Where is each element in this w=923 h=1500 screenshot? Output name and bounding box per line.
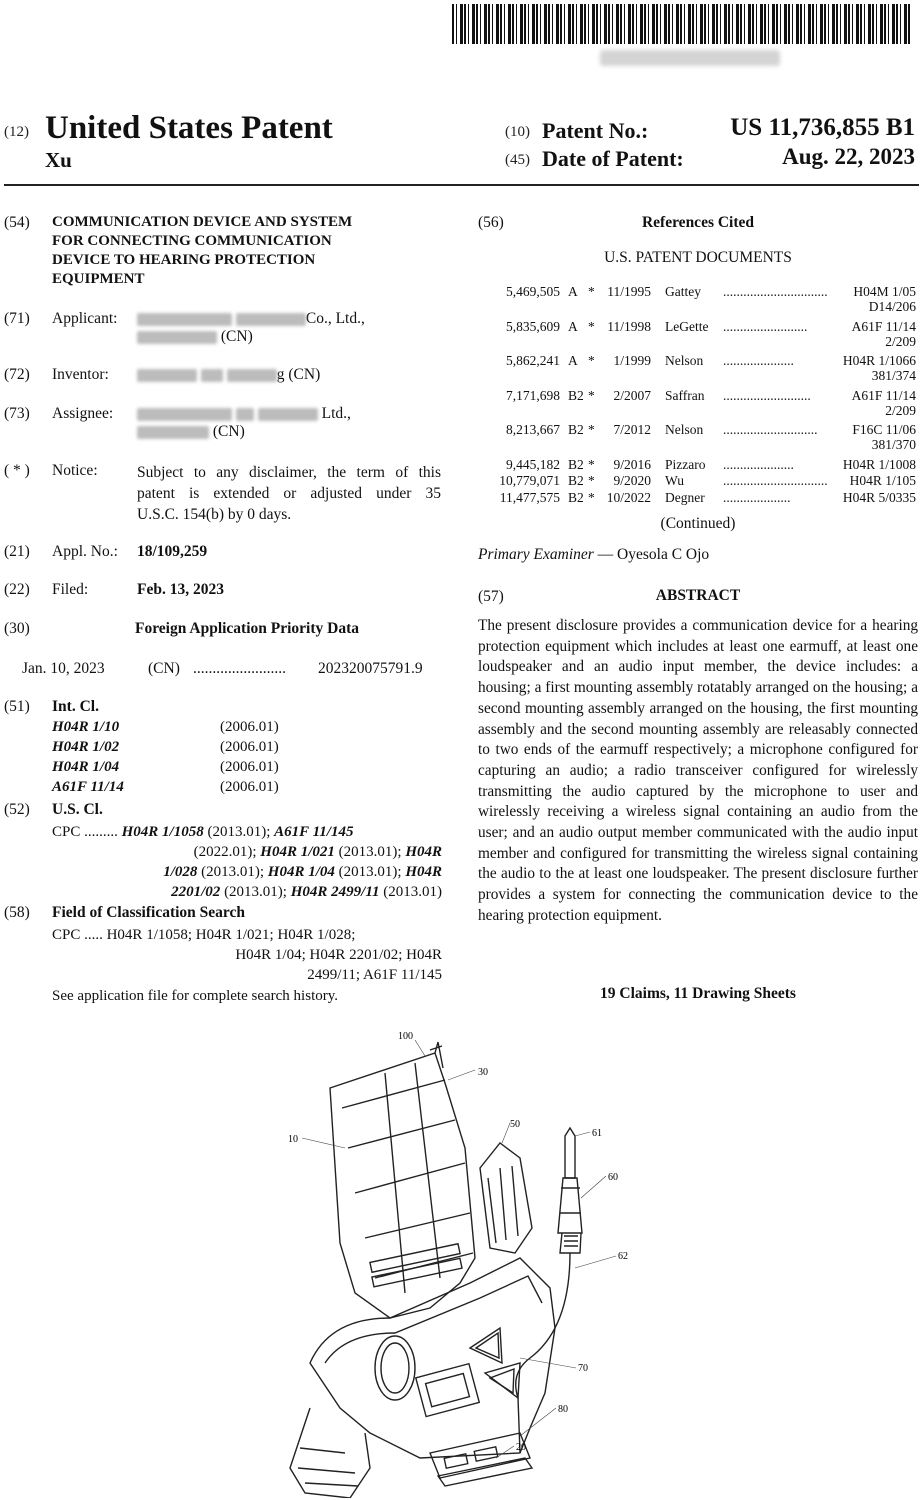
ref-label-80: 80: [558, 1404, 568, 1415]
field-search-text: CPC ..... H04R 1/1058; H04R 1/021; H04R 1/028; H04R 1/04; H04R 2201/02; H04R 2499/11; A61F 11/145 See application file for complete search history.: [52, 927, 442, 1004]
cable: [516, 1253, 570, 1453]
ref-dots: .....................: [723, 353, 794, 368]
ref-label-60: 60: [608, 1172, 618, 1183]
figure-reference-numerals: [288, 1031, 628, 1453]
code-57: (57): [478, 588, 504, 605]
filed-value: Feb. 13, 2023: [137, 581, 224, 598]
ref-dots: ............................: [723, 422, 818, 437]
ref-dots: ...............................: [723, 284, 828, 299]
reference-row: [478, 457, 918, 472]
priority-country: (CN): [148, 660, 180, 677]
ref-label-62: 62: [618, 1251, 628, 1262]
ref-name: Nelson: [665, 353, 704, 368]
ref-dots: ..........................: [723, 387, 811, 403]
ref-class: A61F 11/14: [851, 318, 916, 334]
ref-label-61: 61: [592, 1128, 602, 1139]
appl-no-label: Appl. No.:: [52, 543, 118, 560]
ref-kind: A: [568, 353, 578, 368]
ref-name: Nelson: [665, 422, 704, 437]
reference-row: [478, 422, 918, 452]
ref-class: F16C 11/06: [852, 422, 916, 437]
ref-label-50: 50: [510, 1119, 520, 1130]
ref-number: 5,835,609: [506, 318, 560, 334]
ref-date: 7/2012: [613, 422, 651, 437]
priority-date: Jan. 10, 2023: [22, 660, 105, 677]
references-heading: References Cited: [641, 214, 755, 231]
ref-date: 9/2020: [613, 473, 651, 488]
assignee-label: Assignee:: [52, 405, 114, 422]
assignee-value: Ltd., (CN): [137, 405, 351, 441]
code-51: (51): [4, 698, 30, 715]
ref-number: 8,213,667: [506, 422, 560, 437]
us-patent-docs-heading: U.S. PATENT DOCUMENTS: [604, 249, 792, 266]
filed-label: Filed:: [52, 581, 89, 598]
date-of-patent-label: Date of Patent:: [542, 146, 684, 171]
label-12: (12): [4, 124, 29, 140]
label-10: (10): [505, 124, 530, 140]
notice-text: Subject to any disclaimer, the term of this patent is extended or adjusted under 35 U.S.C. 154(b) by 0 days.: [137, 464, 441, 523]
patent-no-label: Patent No.:: [542, 118, 649, 143]
ref-kind: B2: [568, 422, 584, 437]
reference-row: [478, 388, 918, 418]
foreign-priority-heading: Foreign Application Priority Data: [134, 620, 360, 637]
ref-label-70: 70: [578, 1363, 588, 1374]
ref-star: *: [588, 353, 595, 368]
int-cl-row: H04R 1/10 (2006.01): [52, 719, 279, 735]
code-73: (73): [4, 405, 30, 422]
ref-class-secondary: 2/209: [885, 333, 916, 349]
ref-name: LeGette: [665, 318, 709, 334]
barcode: [452, 4, 912, 44]
ref-kind: B2: [568, 456, 584, 472]
barcode-number-blurred: [600, 50, 780, 66]
ref-date: 11/1995: [607, 284, 651, 299]
references-continued[interactable]: (Continued): [660, 515, 736, 532]
ref-number: 5,862,241: [506, 353, 560, 368]
code-notice: ( * ): [4, 462, 30, 479]
us-cl-text: CPC ......... H04R 1/1058 (2013.01); A61F 11/145 (2022.01); H04R 1/021 (2013.01); H04R 1/028 (2013.01); H04R 1/04 (2013.01); H04R 2201/02 (2013.01); H04R 2499/11 (2013.01): [52, 824, 442, 900]
ref-kind: B2: [568, 387, 584, 403]
top-housing-outline: [330, 1053, 475, 1318]
applicant-value: Co., Ltd., (CN): [137, 310, 365, 346]
ref-label-100: 100: [398, 1031, 413, 1042]
priority-dots: ........................: [193, 660, 286, 677]
ref-name: Pizzaro: [665, 456, 706, 472]
reference-row: [478, 473, 918, 488]
primary-examiner: Primary Examiner — Oyesola C Ojo: [478, 546, 710, 563]
code-54: (54): [4, 214, 30, 231]
code-21: (21): [4, 543, 30, 560]
code-22: (22): [4, 581, 30, 598]
audio-jack: [565, 1128, 575, 1178]
ref-dots: .........................: [723, 318, 808, 334]
inventor-value: g (CN): [137, 366, 320, 384]
int-cl-list: [52, 717, 279, 797]
reference-row: [478, 319, 918, 349]
code-52: (52): [4, 801, 30, 818]
ref-name: Degner: [665, 489, 705, 505]
ref-date: 9/2016: [613, 456, 651, 472]
patent-title: COMMUNICATION DEVICE AND SYSTEM FOR CONNECTING COMMUNICATION DEVICE TO HEARING PROTECTION EQUIPMENT: [52, 214, 353, 287]
field-search-heading: Field of Classification Search: [52, 904, 246, 921]
ref-class-secondary: D14/206: [868, 299, 916, 314]
code-72: (72): [4, 366, 30, 383]
ref-class: H04R 1/1066: [842, 353, 916, 368]
ref-star: *: [588, 284, 595, 299]
ref-number: 9,445,182: [506, 456, 560, 472]
reference-row: [478, 490, 918, 505]
reference-row: [478, 284, 918, 314]
applicant-label: Applicant:: [52, 310, 118, 327]
patent-number: US 11,736,855 B1: [730, 114, 915, 141]
int-cl-row: H04R 1/04 (2006.01): [52, 759, 279, 775]
priority-number: 202320075791.9: [318, 660, 423, 677]
ref-star: *: [588, 473, 595, 488]
ref-class: H04M 1/05: [853, 284, 916, 299]
ref-name: Gattey: [665, 284, 701, 299]
header-rule: [4, 184, 919, 186]
abstract-heading: ABSTRACT: [655, 587, 741, 604]
code-71: (71): [4, 310, 30, 327]
ref-number: 10,779,071: [499, 473, 560, 488]
ref-class-secondary: 2/209: [885, 402, 916, 418]
ref-star: *: [588, 489, 595, 505]
ref-date: 11/1998: [607, 318, 651, 334]
us-cl-heading: U.S. Cl.: [52, 801, 103, 818]
ref-class-secondary: 381/370: [871, 437, 916, 452]
int-cl-row: H04R 1/02 (2006.01): [52, 739, 279, 755]
abstract-text: The present disclosure provides a communication device for a hearing protection equipment which includes at least one earmuff, at least one loudspeaker and an audio input member, the device includes: a housing; a first mounting assembly rotatably arranged on the housing; a second mounting assembly arranged on the housing, the first mounting assembly and the second mounting assembly are releasably connected to two ends of the earmuff respectively; a microphone configured for capturing an audio; a radio transceiver configured for wirelessly transmitting the audio captured by the microphone to user and wirelessly receiving a wireless signal containing an audio from the user; and an audio output member communicated with the audio input member and configured for transmitting the wireless signal containing the audio to the at least one loudspeaker. The present disclosure further provides a system for connecting the communication device to the hearing protection equipment.: [478, 617, 918, 924]
ref-number: 7,171,698: [506, 387, 560, 403]
int-cl-row: A61F 11/14 (2006.01): [52, 779, 279, 795]
ref-date: 2/2007: [613, 387, 651, 403]
main-body-outline: [310, 1258, 555, 1458]
ref-class: H04R 1/105: [849, 473, 916, 488]
reference-row: [478, 353, 918, 383]
ref-number: 11,477,575: [499, 489, 560, 505]
document-type-title: United States Patent: [45, 110, 333, 146]
ref-label-20: 20: [516, 1442, 526, 1453]
claims-sheets: 19 Claims, 11 Drawing Sheets: [600, 985, 796, 1002]
ref-kind: B2: [568, 473, 584, 488]
ref-dots: ....................: [723, 489, 791, 505]
ref-name: Saffran: [665, 387, 705, 403]
ref-kind: A: [568, 284, 578, 299]
ref-class: H04R 1/1008: [842, 456, 916, 472]
ref-dots: .....................: [723, 456, 794, 472]
appl-no-value: 18/109,259: [137, 543, 208, 560]
ref-label-30: 30: [478, 1067, 488, 1078]
ref-star: *: [588, 387, 595, 403]
ref-class: H04R 5/0335: [842, 489, 916, 505]
date-of-patent: Aug. 22, 2023: [782, 144, 915, 169]
code-30: (30): [4, 620, 30, 637]
ref-star: *: [588, 422, 595, 437]
int-cl-heading: Int. Cl.: [52, 698, 99, 715]
label-45: (45): [505, 152, 530, 168]
inventor-label: Inventor:: [52, 366, 109, 383]
display-window: [416, 1364, 479, 1417]
ref-kind: B2: [568, 489, 584, 505]
notice-label: Notice:: [52, 462, 98, 479]
code-58: (58): [4, 904, 30, 921]
ref-name: Wu: [665, 473, 684, 488]
ref-kind: A: [568, 318, 578, 334]
ref-number: 5,469,505: [506, 284, 560, 299]
ref-class-secondary: 381/374: [871, 368, 916, 383]
ref-date: 10/2022: [606, 489, 651, 505]
patent-drawing-figure: [270, 1028, 650, 1498]
ref-star: *: [588, 456, 595, 472]
inventor-surname: Xu: [45, 148, 72, 172]
ref-dots: ...............................: [723, 473, 828, 488]
code-56: (56): [478, 214, 504, 231]
ref-date: 1/1999: [613, 353, 651, 368]
ref-star: *: [588, 318, 595, 334]
ref-label-10: 10: [288, 1134, 298, 1145]
ref-class: A61F 11/14: [851, 387, 916, 403]
